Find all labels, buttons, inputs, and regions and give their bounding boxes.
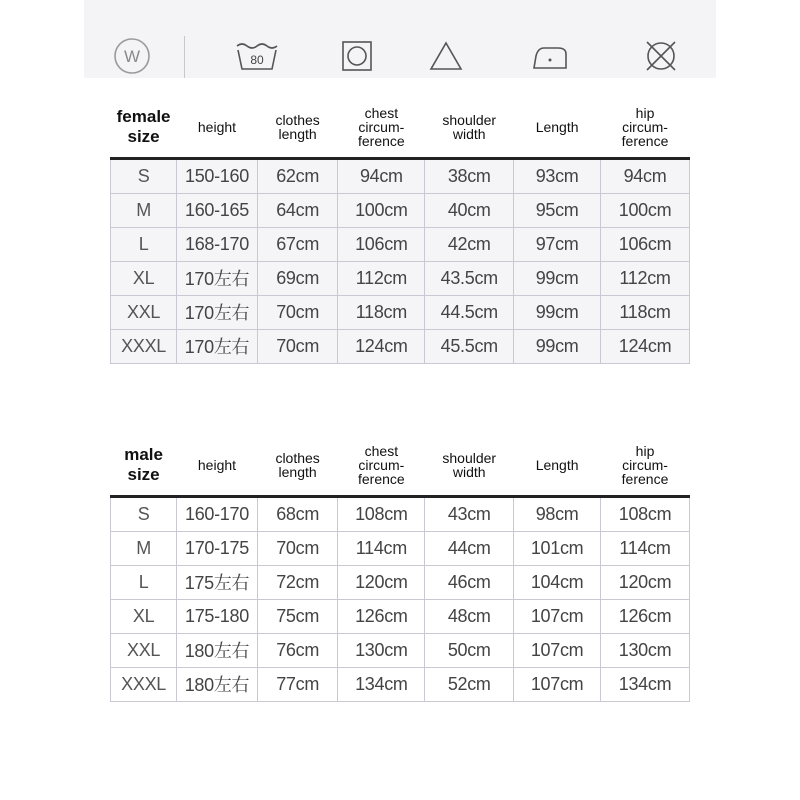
hip-cell: 100cm — [601, 193, 690, 227]
length-cell: 107cm — [514, 633, 601, 667]
chest-cell: 112cm — [338, 261, 425, 295]
height-cell: 150-160 — [177, 158, 258, 193]
shoulder-cell: 50cm — [425, 633, 514, 667]
header-length: Length — [514, 436, 601, 496]
header-size: male size — [111, 436, 177, 496]
length-cell: 97cm — [514, 227, 601, 261]
length-cell: 101cm — [514, 531, 601, 565]
hip-cell: 134cm — [601, 667, 690, 701]
clothes-length-cell: 70cm — [257, 295, 338, 329]
shoulder-cell: 40cm — [425, 193, 514, 227]
shoulder-cell: 44.5cm — [425, 295, 514, 329]
header-size: female size — [111, 98, 177, 158]
clothes-length-cell: 69cm — [257, 261, 338, 295]
wool-wash-icon — [112, 36, 152, 76]
height-cell: 180左右 — [177, 667, 258, 701]
size-cell: XL — [111, 599, 177, 633]
clothes-length-cell: 70cm — [257, 531, 338, 565]
chest-cell: 118cm — [338, 295, 425, 329]
chest-cell: 94cm — [338, 158, 425, 193]
length-cell: 98cm — [514, 496, 601, 531]
table-row — [111, 599, 690, 633]
chest-cell: 120cm — [338, 565, 425, 599]
wash-80-icon — [234, 36, 280, 76]
clothes-length-cell: 64cm — [257, 193, 338, 227]
table-header-row — [111, 98, 690, 158]
header-hip-circumference: hip circum- ference — [601, 98, 690, 158]
size-cell: L — [111, 565, 177, 599]
shoulder-cell: 45.5cm — [425, 329, 514, 363]
length-cell: 99cm — [514, 329, 601, 363]
size-cell: XXXL — [111, 667, 177, 701]
table-row — [111, 158, 690, 193]
header-hip-circumference: hip circum- ference — [601, 436, 690, 496]
length-cell: 95cm — [514, 193, 601, 227]
height-cell: 175左右 — [177, 565, 258, 599]
male-size-table — [110, 436, 690, 702]
height-cell: 170-175 — [177, 531, 258, 565]
hip-cell: 106cm — [601, 227, 690, 261]
header-chest-circumference: chest circum- ference — [338, 98, 425, 158]
hip-cell: 124cm — [601, 329, 690, 363]
no-dry-clean-icon — [641, 36, 681, 76]
chest-cell: 114cm — [338, 531, 425, 565]
shoulder-cell: 43.5cm — [425, 261, 514, 295]
svg-text:W: W — [123, 47, 141, 66]
height-cell: 170左右 — [177, 295, 258, 329]
clothes-length-cell: 77cm — [257, 667, 338, 701]
chest-cell: 124cm — [338, 329, 425, 363]
clothes-length-cell: 75cm — [257, 599, 338, 633]
header-clothes-length: clothes length — [257, 436, 338, 496]
header-shoulder-width: shoulder width — [425, 436, 514, 496]
size-cell: M — [111, 531, 177, 565]
size-cell: XXL — [111, 295, 177, 329]
height-cell: 180左右 — [177, 633, 258, 667]
table-row — [111, 261, 690, 295]
table-row — [111, 329, 690, 363]
table-row — [111, 496, 690, 531]
height-cell: 168-170 — [177, 227, 258, 261]
size-cell: XXL — [111, 633, 177, 667]
length-cell: 99cm — [514, 295, 601, 329]
size-cell: XL — [111, 261, 177, 295]
care-divider — [184, 36, 185, 78]
header-height: height — [177, 436, 258, 496]
chest-cell: 108cm — [338, 496, 425, 531]
shoulder-cell: 52cm — [425, 667, 514, 701]
clothes-length-cell: 72cm — [257, 565, 338, 599]
size-cell: S — [111, 496, 177, 531]
header-shoulder-width: shoulder width — [425, 98, 514, 158]
clothes-length-cell: 76cm — [257, 633, 338, 667]
clothes-length-cell: 68cm — [257, 496, 338, 531]
table-row — [111, 295, 690, 329]
iron-icon — [528, 36, 572, 76]
chest-cell: 130cm — [338, 633, 425, 667]
shoulder-cell: 46cm — [425, 565, 514, 599]
table-row — [111, 193, 690, 227]
hip-cell: 118cm — [601, 295, 690, 329]
height-cell: 160-170 — [177, 496, 258, 531]
care-symbols-strip — [84, 0, 716, 78]
bleach-triangle-icon — [426, 36, 466, 76]
table-row — [111, 667, 690, 701]
shoulder-cell: 48cm — [425, 599, 514, 633]
shoulder-cell: 42cm — [425, 227, 514, 261]
size-cell: M — [111, 193, 177, 227]
shoulder-cell: 38cm — [425, 158, 514, 193]
header-height: height — [177, 98, 258, 158]
header-clothes-length: clothes length — [257, 98, 338, 158]
header-length: Length — [514, 98, 601, 158]
length-cell: 107cm — [514, 667, 601, 701]
hip-cell: 94cm — [601, 158, 690, 193]
clothes-length-cell: 70cm — [257, 329, 338, 363]
length-cell: 93cm — [514, 158, 601, 193]
header-chest-circumference: chest circum- ference — [338, 436, 425, 496]
shoulder-cell: 44cm — [425, 531, 514, 565]
hip-cell: 108cm — [601, 496, 690, 531]
shoulder-cell: 43cm — [425, 496, 514, 531]
length-cell: 104cm — [514, 565, 601, 599]
height-cell: 170左右 — [177, 261, 258, 295]
table-row — [111, 227, 690, 261]
length-cell: 99cm — [514, 261, 601, 295]
hip-cell: 112cm — [601, 261, 690, 295]
chest-cell: 106cm — [338, 227, 425, 261]
chest-cell: 134cm — [338, 667, 425, 701]
height-cell: 175-180 — [177, 599, 258, 633]
clothes-length-cell: 67cm — [257, 227, 338, 261]
table-row — [111, 633, 690, 667]
hip-cell: 114cm — [601, 531, 690, 565]
table-row — [111, 531, 690, 565]
size-cell: XXXL — [111, 329, 177, 363]
height-cell: 160-165 — [177, 193, 258, 227]
tumble-dry-icon — [337, 36, 377, 76]
female-size-table — [110, 98, 690, 364]
size-cell: S — [111, 158, 177, 193]
chest-cell: 126cm — [338, 599, 425, 633]
hip-cell: 120cm — [601, 565, 690, 599]
height-cell: 170左右 — [177, 329, 258, 363]
svg-text:80: 80 — [250, 53, 264, 67]
clothes-length-cell: 62cm — [257, 158, 338, 193]
hip-cell: 130cm — [601, 633, 690, 667]
table-header-row — [111, 436, 690, 496]
length-cell: 107cm — [514, 599, 601, 633]
table-row — [111, 565, 690, 599]
chest-cell: 100cm — [338, 193, 425, 227]
size-cell: L — [111, 227, 177, 261]
hip-cell: 126cm — [601, 599, 690, 633]
